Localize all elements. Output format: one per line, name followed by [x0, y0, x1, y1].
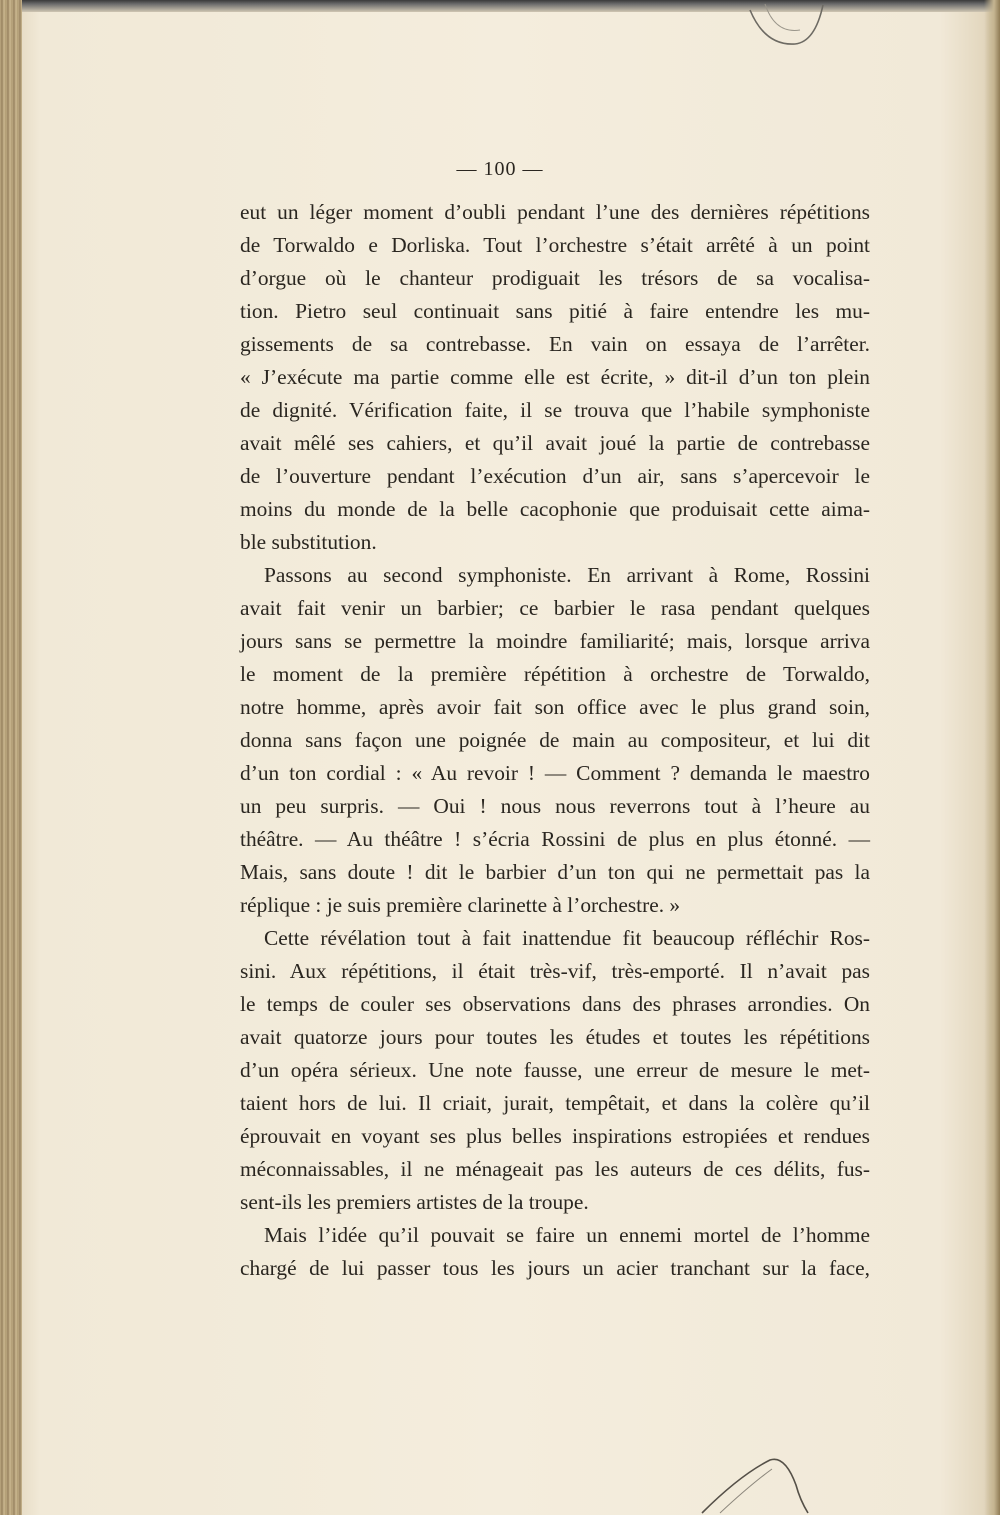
text-line: avait fait venir un barbier; ce barbier le rasa pendant quelques — [240, 596, 870, 620]
text-line: méconnaissables, il ne ménageait pas les auteurs de ces délits, fus- — [240, 1157, 870, 1181]
text-line: le moment de la première répétition à orchestre de Torwaldo, — [240, 662, 870, 686]
text-line: chargé de lui passer tous les jours un acier tranchant sur la face, — [240, 1256, 870, 1280]
text-line: théâtre. — Au théâtre ! s’écria Rossini de plus en plus étonné. — — [240, 827, 870, 851]
text-line: donna sans façon une poignée de main au compositeur, et lui dit — [240, 728, 870, 752]
text-line: réplique : je suis première clarinette à l’orchestre. » — [240, 893, 681, 917]
text-line: Passons au second symphoniste. En arrivant à Rome, Rossini — [264, 563, 870, 587]
text-line: sini. Aux répétitions, il était très-vif, très-emporté. Il n’avait pas — [240, 959, 870, 983]
text-line: Mais l’idée qu’il pouvait se faire un ennemi mortel de l’homme — [264, 1223, 870, 1247]
text-line: d’un opéra sérieux. Une note fausse, une erreur de mesure le met- — [240, 1058, 870, 1082]
text-line: avait quatorze jours pour toutes les études et toutes les répétitions — [240, 1025, 870, 1049]
text-line: éprouvait en voyant ses plus belles inspirations estropiées et rendues — [240, 1124, 870, 1148]
text-line: eut un léger moment d’oubli pendant l’une des dernières répétitions — [240, 200, 870, 224]
text-line: avait mêlé ses cahiers, et qu’il avait joué la partie de contrebasse — [240, 431, 870, 455]
text-line: un peu surpris. — Oui ! nous nous reverrons tout à l’heure au — [240, 794, 870, 818]
text-line: notre homme, après avoir fait son office avec le plus grand soin, — [240, 695, 870, 719]
text-line: « J’exécute ma partie comme elle est écrite, » dit-il d’un ton plein — [240, 365, 870, 389]
text-line: d’un ton cordial : « Au revoir ! — Comment ? demanda le maestro — [240, 761, 870, 785]
text-line: d’orgue où le chanteur prodiguait les trésors de sa vocalisa- — [240, 266, 870, 290]
page-clip-top-icon — [745, 0, 825, 48]
body-text — [240, 196, 870, 1285]
text-line: de dignité. Vérification faite, il se trouva que l’habile symphoniste — [240, 398, 870, 422]
text-line: sent-ils les premiers artistes de la troupe. — [240, 1190, 589, 1214]
page-number: — 100 — — [456, 158, 544, 180]
text-line: moins du monde de la belle cacophonie que produisait cette aima- — [240, 497, 870, 521]
book-binding — [0, 0, 22, 1515]
text-line: de l’ouverture pendant l’exécution d’un air, sans s’apercevoir le — [240, 464, 870, 488]
text-line: Mais, sans doute ! dit le barbier d’un ton qui ne permettait pas la — [240, 860, 870, 884]
page-clip-bottom-icon — [700, 1455, 810, 1515]
text-line: de Torwaldo e Dorliska. Tout l’orchestre s’était arrêté à un point — [240, 233, 870, 257]
page-right-edge — [984, 0, 1000, 1515]
page-top-edge — [22, 0, 1000, 12]
text-line: gissements de sa contrebasse. En vain on essaya de l’arrêter. — [240, 332, 870, 356]
text-line: tion. Pietro seul continuait sans pitié à faire entendre les mu- — [240, 299, 870, 323]
text-line: taient hors de lui. Il criait, jurait, tempêtait, et dans la colère qu’il — [240, 1091, 870, 1115]
text-line: ble substitution. — [240, 530, 377, 554]
text-line: jours sans se permettre la moindre familiarité; mais, lorsque arriva — [240, 629, 870, 653]
text-line: Cette révélation tout à fait inattendue fit beaucoup réfléchir Ros- — [264, 926, 870, 950]
text-line: le temps de couler ses observations dans des phrases arrondies. On — [240, 992, 870, 1016]
